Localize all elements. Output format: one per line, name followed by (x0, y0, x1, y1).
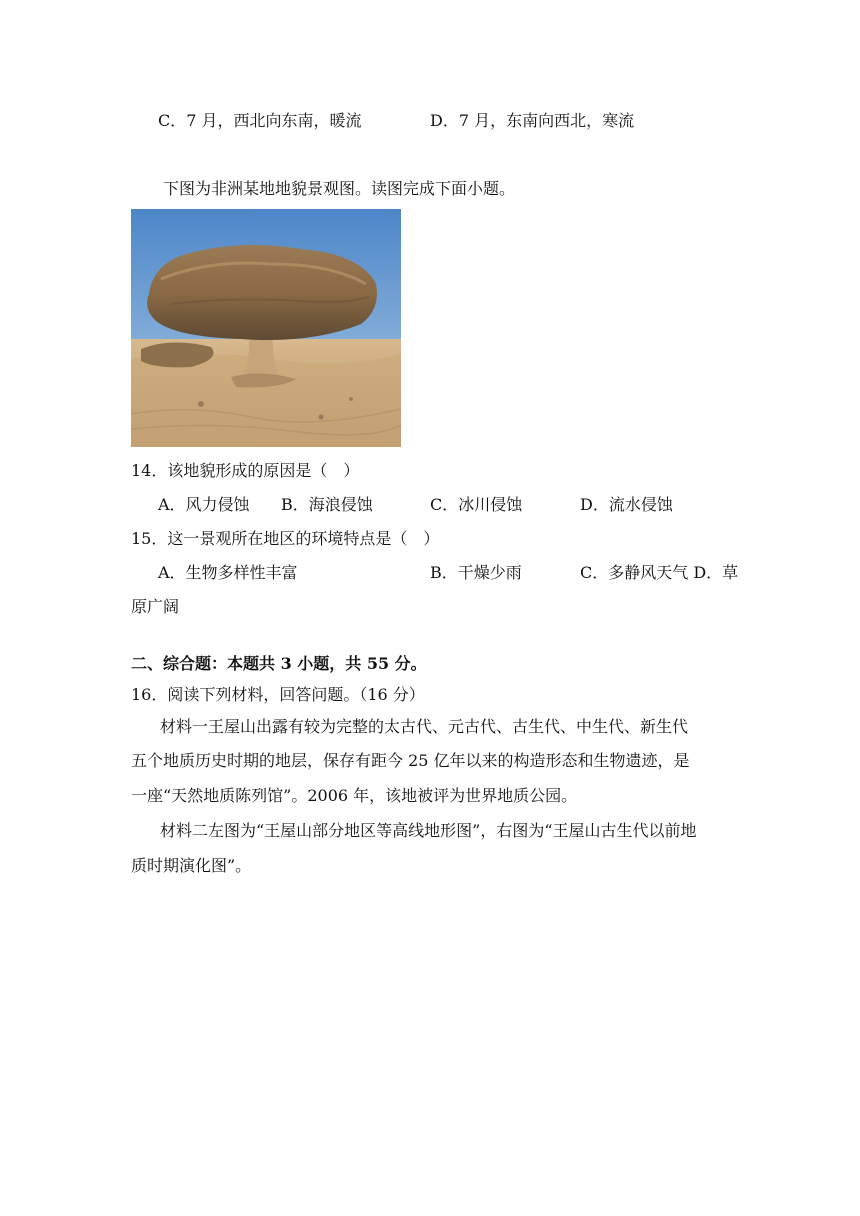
q15-option-b: B．干燥少雨 (430, 563, 522, 582)
q14-option-b: B．海浪侵蚀 (281, 495, 373, 514)
q15-option-a: A．生物多样性丰富 (158, 563, 298, 582)
q13-option-d: D．7 月，东南向西北，寒流 (430, 111, 635, 130)
q16-stem: 16．阅读下列材料，回答问题。（16 分） (131, 685, 425, 704)
q14-stem: 14．该地貌形成的原因是（ ） (131, 461, 360, 480)
q15-option-d-continued: 原广阔 (131, 597, 180, 616)
q15-stem: 15．这一景观所在地区的环境特点是（ ） (131, 529, 440, 548)
section2-heading: 二、综合题：本题共 3 小题，共 55 分。 (131, 654, 427, 673)
q13-option-c: C．7 月，西北向东南，暖流 (158, 111, 362, 130)
q14-option-d: D．流水侵蚀 (580, 495, 673, 514)
q16-material1-line2: 五个地质历史时期的地层，保存有距今 25 亿年以来的构造形态和生物遗迹，是 (131, 751, 690, 770)
q16-material1-line1: 材料一王屋山出露有较为完整的太古代、元古代、古生代、中生代、新生代 (160, 717, 689, 736)
q16-material2-line1: 材料二左图为“王屋山部分地区等高线地形图”，右图为“王屋山古生代以前地 (160, 821, 697, 840)
intro-text: 下图为非洲某地地貌景观图。读图完成下面小题。 (163, 179, 516, 198)
q16-material2-line2: 质时期演化图”。 (131, 856, 252, 875)
q16-material1-line3: 一座“天然地质陈列馆”。2006 年，该地被评为世界地质公园。 (131, 786, 578, 805)
mushroom-rock-photo (131, 209, 401, 447)
q15-option-cd: C．多静风天气 D．草 (580, 563, 739, 582)
q14-option-c: C．冰川侵蚀 (430, 495, 523, 514)
q14-option-a: A．风力侵蚀 (158, 495, 250, 514)
